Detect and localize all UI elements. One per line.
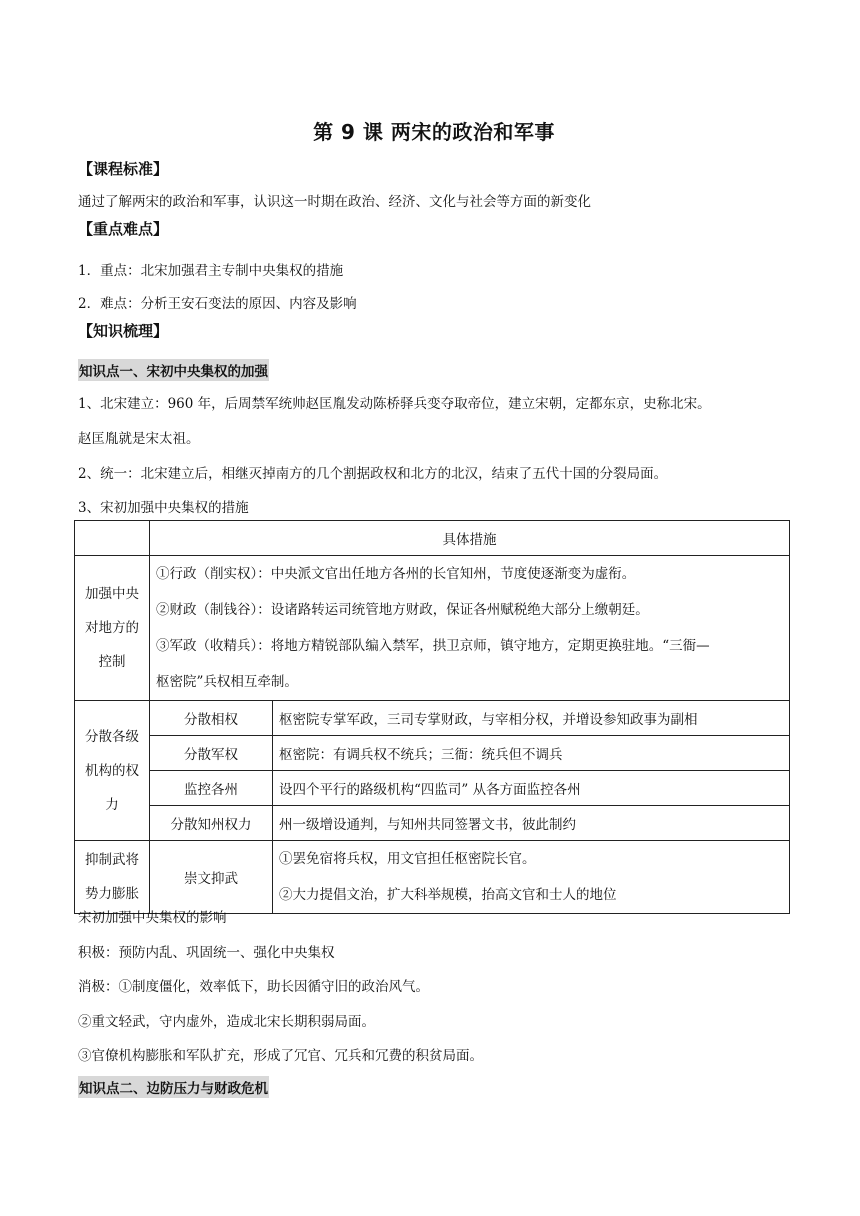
measure-desc: 设四个平行的路级机构“四监司” 从各方面监控各州 xyxy=(273,771,790,806)
knowledge-point-heading: 知识点二、边防压力与财政危机 xyxy=(78,1076,269,1098)
section-knowledge: 【知识梳理】 xyxy=(78,322,169,340)
measure-item: ②大力提倡文治，扩大科举规模，抬高文官和士人的地位 xyxy=(279,887,617,903)
paragraph-line: 宋初加强中央集权的影响 xyxy=(78,910,227,926)
paragraph-line: 赵匡胤就是宋太祖。 xyxy=(78,431,200,447)
measure-name: 监控各州 xyxy=(150,771,273,806)
paragraph-line: 2、统一：北宋建立后，相继灭掉南方的几个割据政权和北方的北汉，结束了五代十国的分裂局面。 xyxy=(78,466,668,482)
paragraph-line: ②重文轻武，守内虚外，造成北宋长期积弱局面。 xyxy=(78,1014,375,1030)
measure-item: ③军政（收精兵）：将地方精锐部队编入禁军，拱卫京师，镇守地方，定期更换驻地。“三衙— xyxy=(156,638,710,654)
standard-text: 通过了解两宋的政治和军事，认识这一时期在政治、经济、文化与社会等方面的新变化 xyxy=(78,194,591,210)
paragraph-line: 消极：①制度僵化，效率低下，助长因循守旧的政治风气。 xyxy=(78,979,429,995)
knowledge-point-heading: 知识点一、宋初中央集权的加强 xyxy=(78,359,269,381)
paragraph-line: 积极：预防内乱、巩固统一、强化中央集权 xyxy=(78,945,335,961)
group-label: 加强中央对地方的控制 xyxy=(75,556,150,701)
paragraph-line: 3、宋初加强中央集权的措施 xyxy=(78,500,249,516)
key-point: 1．重点：北宋加强君主专制中央集权的措施 xyxy=(78,263,344,279)
group-content xyxy=(150,556,790,701)
measure-desc: 枢密院：有调兵权不统兵；三衙：统兵但不调兵 xyxy=(273,736,790,771)
page-title: 第 9 课 两宋的政治和军事 xyxy=(313,120,555,144)
measure-desc: 州一级增设通判，与知州共同签署文书，彼此制约 xyxy=(273,806,790,841)
paragraph-line: ③官僚机构膨胀和军队扩充，形成了冗官、冗兵和冗费的积贫局面。 xyxy=(78,1048,483,1064)
group-label: 抑制武将势力膨胀 xyxy=(75,841,150,914)
measure-desc: 枢密院专掌军政，三司专掌财政，与宰相分权，并增设参知政事为副相 xyxy=(273,701,790,736)
section-key: 【重点难点】 xyxy=(78,220,169,238)
table-header: 具体措施 xyxy=(150,521,790,556)
measure-desc xyxy=(273,841,790,914)
group-label: 分散各级机构的权力 xyxy=(75,701,150,841)
measure-item: 枢密院”兵权相互牵制。 xyxy=(156,674,298,690)
measure-item: ②财政（制钱谷）：设诸路转运司统管地方财政，保证各州赋税绝大部分上缴朝廷。 xyxy=(156,602,649,618)
key-point: 2．难点：分析王安石变法的原因、内容及影响 xyxy=(78,296,357,312)
measure-item: ①罢免宿将兵权，用文官担任枢密院长官。 xyxy=(279,851,536,867)
measure-item: ①行政（削实权）：中央派文官出任地方各州的长官知州，节度使逐渐变为虚衔。 xyxy=(156,566,636,582)
measure-name: 分散相权 xyxy=(150,701,273,736)
table-corner-cell xyxy=(75,521,150,556)
measure-name: 分散知州权力 xyxy=(150,806,273,841)
measures-table xyxy=(74,520,790,914)
measure-name: 崇文抑武 xyxy=(150,841,273,914)
measure-name: 分散军权 xyxy=(150,736,273,771)
section-standard: 【课程标准】 xyxy=(78,160,169,178)
paragraph-line: 1、北宋建立：960 年，后周禁军统帅赵匡胤发动陈桥驿兵变夺取帝位，建立宋朝，定都东京，史称北宋。 xyxy=(78,396,711,412)
